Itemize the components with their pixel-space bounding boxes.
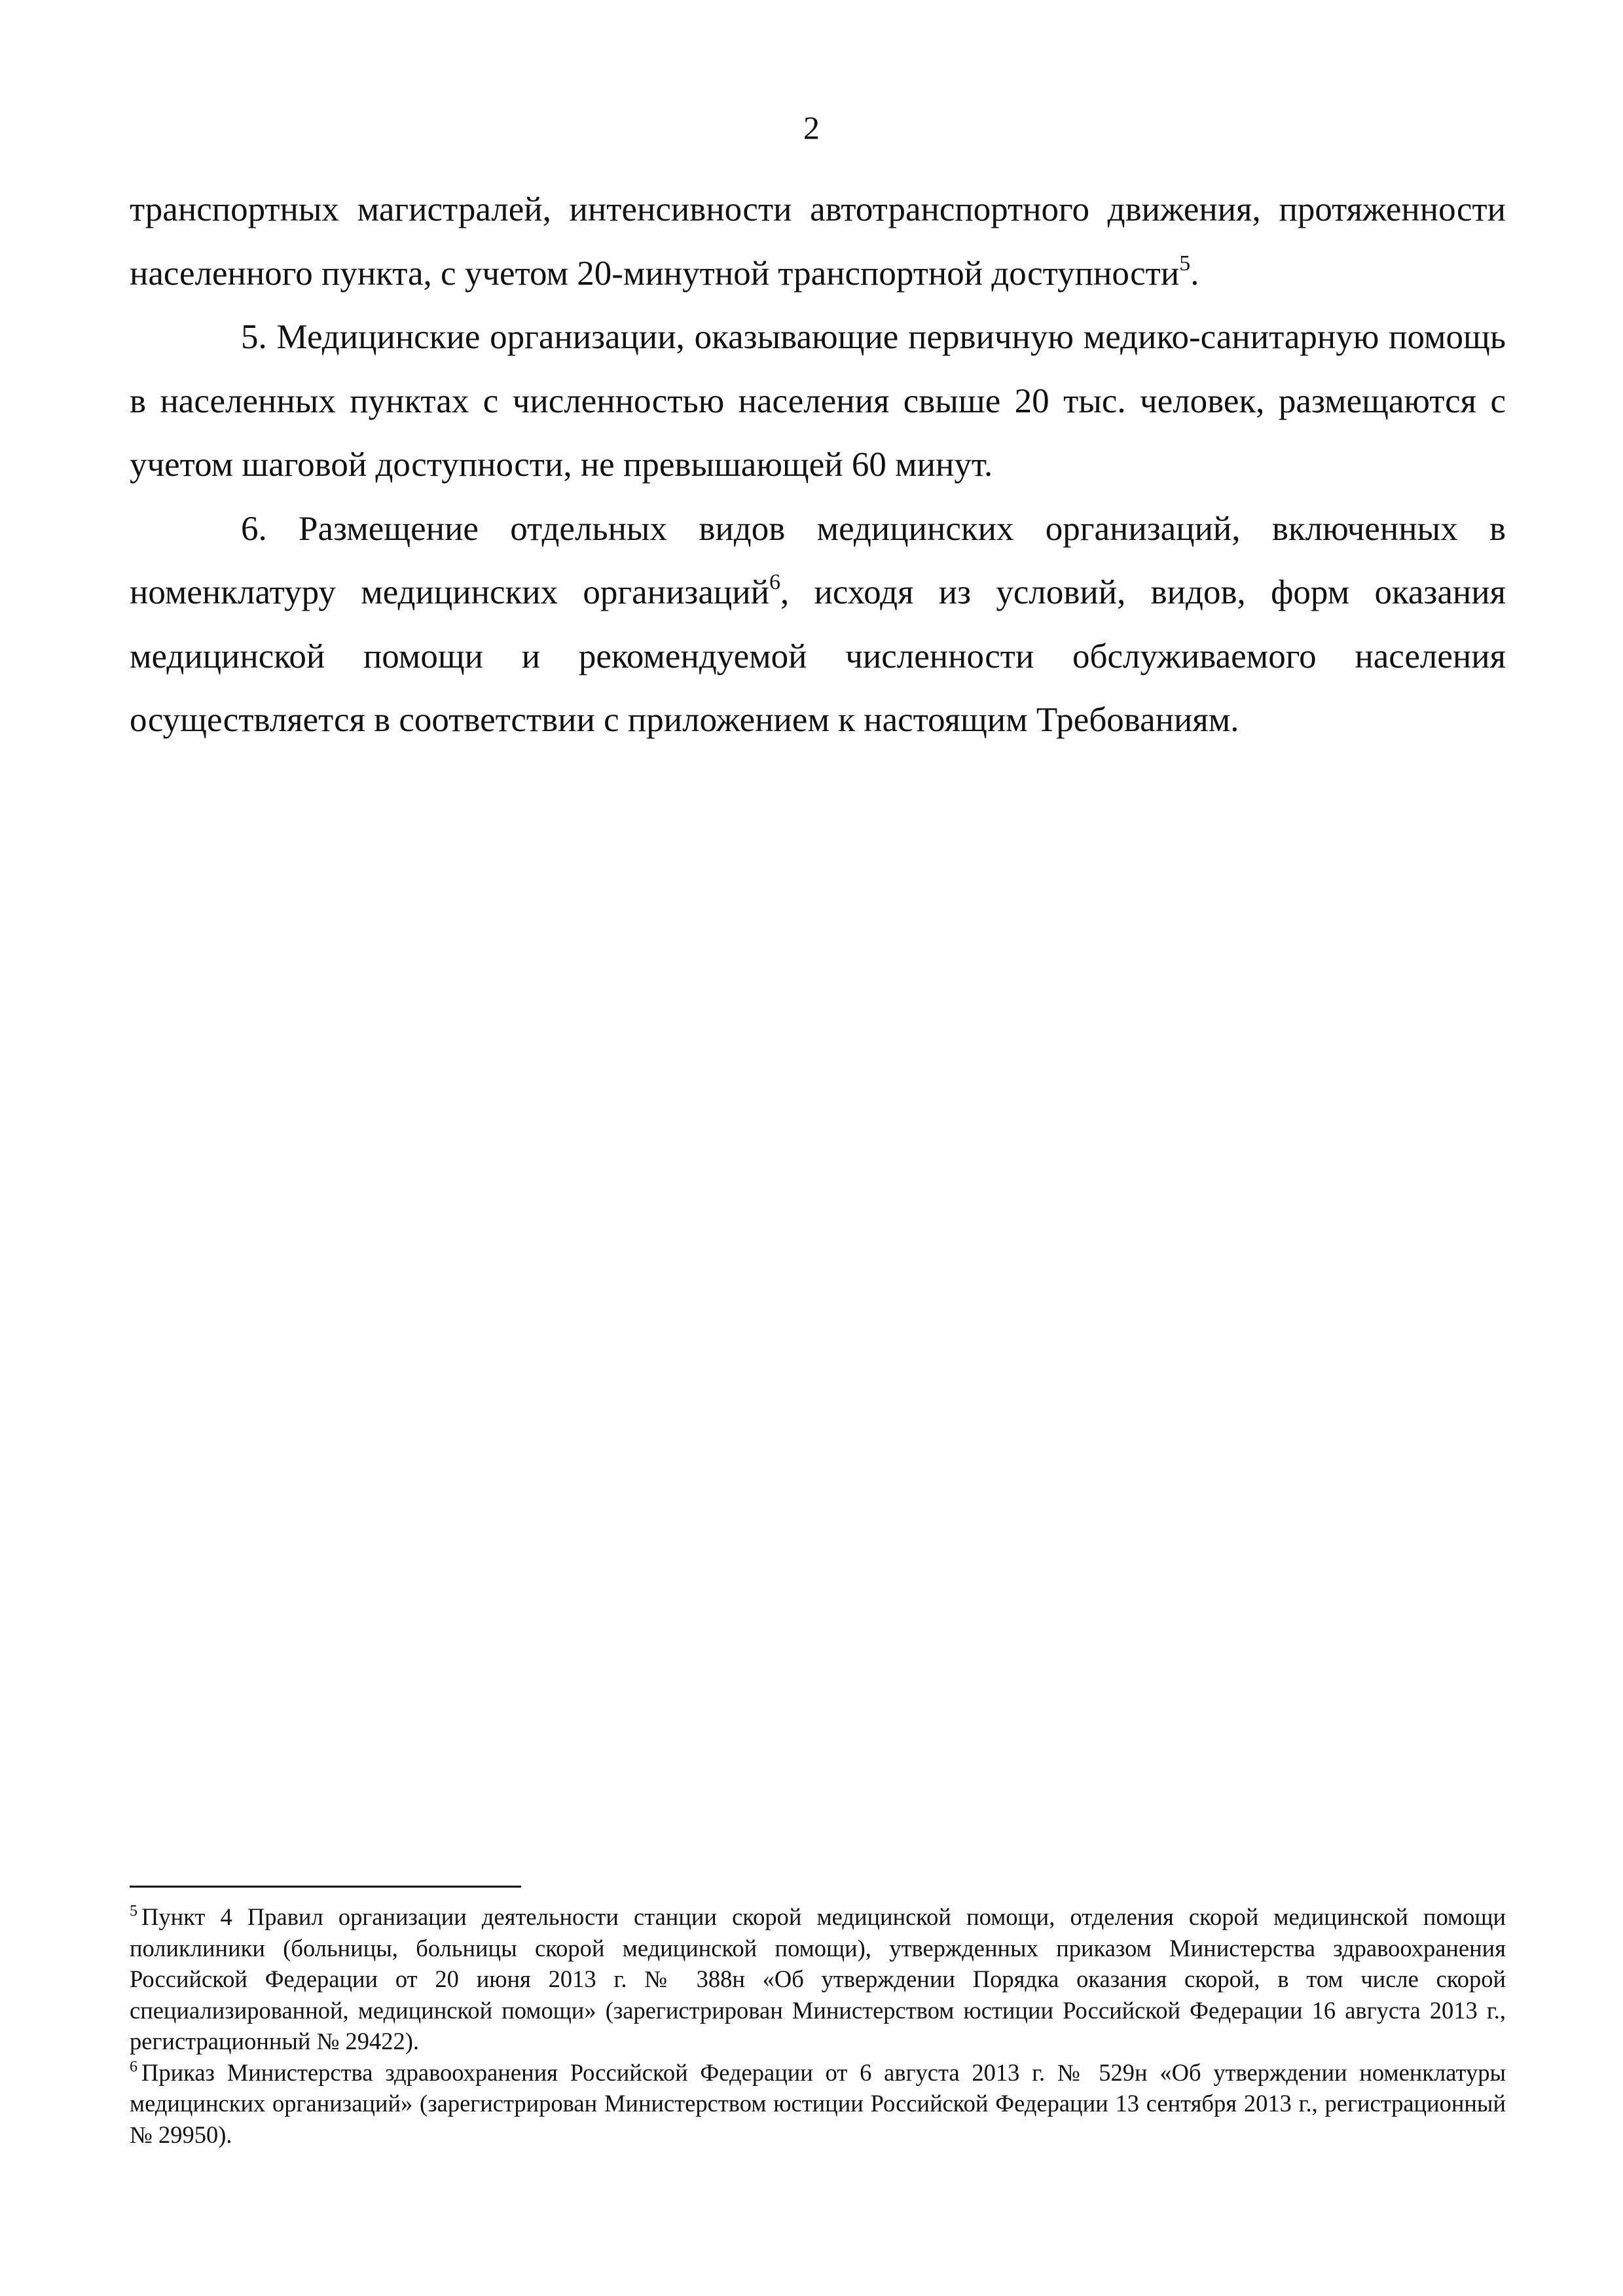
paragraph-continuation	[130, 178, 1506, 306]
footnote-marker-6: 6	[130, 2058, 137, 2075]
paragraph-continuation-tail: .	[1190, 254, 1199, 293]
paragraph-item-6-text-end: , исходя из условий, видов, форм оказания медицинской помощи и рекомендуемой численности обслуживаемого населения осуществляется в соответствии с приложением к настоящим Требованиям.	[130, 573, 1506, 739]
paragraph-item-6-text-start: 6. Размещение отдельных видов медицинских организаций, включенных в номенклатуру медицинских организаций	[130, 509, 1506, 611]
footnote-separator	[130, 1886, 521, 1888]
footnote-6-text: Приказ Министерства здравоохранения Российской Федерации от 6 августа 2013 г. № 529н «Об утверждении номенклатуры медицинских организаций» (зарегистрирован Министерством юстиции Российской Федерации 13 сентября 2013 г., регистрационный № 29950).	[130, 2058, 1506, 2148]
paragraph-item-6	[130, 497, 1506, 753]
footnote-reference-5[interactable]: 5	[1179, 251, 1191, 276]
paragraph-continuation-text: транспортных магистралей, интенсивности автотранспортного движения, протяженности населенного пункта, с учетом 20-минутной транспортной доступности	[130, 190, 1506, 293]
footnote-marker-5: 5	[130, 1903, 137, 1920]
footnote-6	[130, 2057, 1506, 2151]
paragraph-item-5: 5. Медицинские организации, оказывающие первичную медико-санитарную помощь в населенных пунктах с численностью населения свыше 20 тыс. человек, размещаются с учетом шаговой доступности, не превышающей 60 минут.	[130, 318, 1506, 484]
footnote-reference-6[interactable]: 6	[769, 570, 780, 594]
footnote-5-text: Пункт 4 Правил организации деятельности станции скорой медицинской помощи, отделения скорой медицинской помощи поликлиники (больницы, больницы скорой медицинской помощи), утвержденных приказом Министерства здравоохранения Российской Федерации от 20 июня 2013 г. № 388н «Об утверждении Порядка оказания скорой, в том числе скорой специализированной, медицинской помощи» (зарегистрирован Министерством юстиции Российской Федерации 16 августа 2013 г., регистрационный № 29422).	[130, 1903, 1506, 2054]
footnote-5	[130, 1901, 1506, 2057]
footnotes-section	[130, 1901, 1506, 2150]
page-number: 2	[803, 109, 820, 146]
document-body	[130, 178, 1506, 753]
